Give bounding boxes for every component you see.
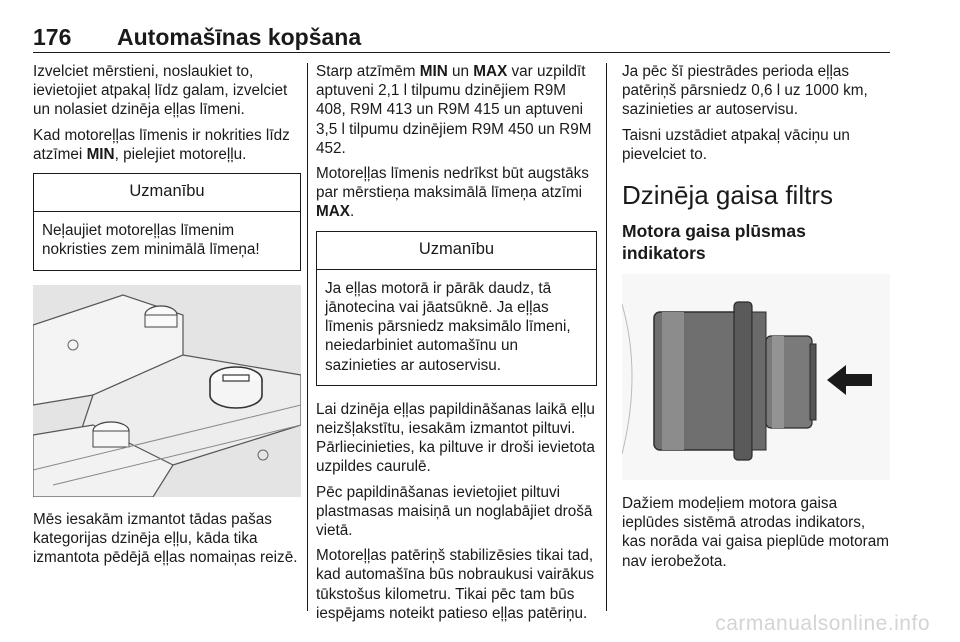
watermark: carmanualsonline.info [715, 612, 930, 635]
column-divider [606, 63, 607, 611]
paragraph: Kad motoreļļas līmenis ir nokrities līdz atzīmei MIN, pielejiet motoreļļu. [33, 126, 290, 163]
min-mark: MIN [86, 145, 115, 163]
caution-box [316, 231, 597, 386]
column-right [622, 62, 890, 577]
engine-oil-cap-illustration [33, 285, 301, 497]
subsection-heading: Motora gaisa plūsmas indikators [622, 221, 806, 264]
min-mark: MIN [419, 63, 448, 80]
max-mark: MAX [316, 203, 350, 221]
air-flow-indicator-illustration [622, 274, 890, 480]
section-title: Automašīnas kopšana [117, 24, 362, 50]
paragraph: Lai dzinēja eļļas papildināšanas laikā eļļu neizšļakstītu, iesakām izmantot piltuvi. Pārliecinieties, ka piltuve ir droši ievietota uzpildes caurulē. [316, 400, 595, 476]
paragraph: Starp atzīmēm MIN un MAX var uzpildīt aptuveni 2,1 l tilpumu dzinējiem R9M 408, R9M 413 un R9M 415 un aptuveni 3,5 l tilpumu dzinējiem R9M 450 un R9M 452. [316, 63, 592, 157]
caution-text: Ja eļļas motorā ir pārāk daudz, tā jānotecina vai jāatsūknē. Ja eļļas līmenis pārsniedz maksimālo līmeni, neiedarbiniet automašīnu un sazinieties ar autoservisu. [325, 279, 571, 374]
paragraph: Ja pēc šī piestrādes perioda eļļas patēriņš pārsniedz 0,6 l uz 1000 km, sazinieties ar autoservisu. [622, 63, 868, 119]
paragraph: Izvelciet mērstieni, noslaukiet to, ievietojiet atpakaļ līdz galam, izvelciet un nolasiet dzinēja eļļas līmeni. [33, 63, 288, 119]
paragraph: Motoreļļas līmenis nedrīkst būt augstāks par mērstieņa maksimālā līmeņa atzīmi MAX. [316, 165, 589, 221]
paragraph: Motoreļļas patēriņš stabilizēsies tikai tad, kad automašīna būs nobraukusi vairākus tūkstošus kilometru. Tikai pēc tam būs iespējams noteikt patieso eļļas patēriņu. [316, 547, 595, 622]
caution-box [33, 173, 301, 271]
paragraph: Pēc papildināšanas ievietojiet piltuvi plastmasas maisiņā un noglabājiet drošā vietā. [316, 483, 593, 540]
page-number: 176 [33, 24, 72, 50]
max-mark: MAX [473, 63, 508, 80]
page-header [33, 22, 890, 53]
caution-text: Neļaujiet motoreļļas līmenim nokristies zem minimālā līmeņa! [42, 222, 260, 259]
column-left [33, 62, 301, 573]
caution-title: Uzmanību [34, 174, 300, 212]
paragraph: Taisni uzstādiet atpakaļ vāciņu un pievelciet to. [622, 126, 850, 163]
paragraph: Dažiem modeļiem motora gaisa ieplūdes sistēmā atrodas indikators, kas norāda vai gaisa pieplūde motoram nav ierobežota. [622, 495, 890, 570]
column-divider [307, 63, 308, 611]
caution-title: Uzmanību [317, 232, 596, 270]
column-middle [316, 62, 597, 629]
section-heading: Dzinēja gaisa filtrs [622, 180, 833, 211]
paragraph: Mēs iesakām izmantot tādas pašas kategorijas dzinēja eļļu, kāda tika izmantota pēdējā eļļas nomaiņas reizē. [33, 510, 298, 567]
